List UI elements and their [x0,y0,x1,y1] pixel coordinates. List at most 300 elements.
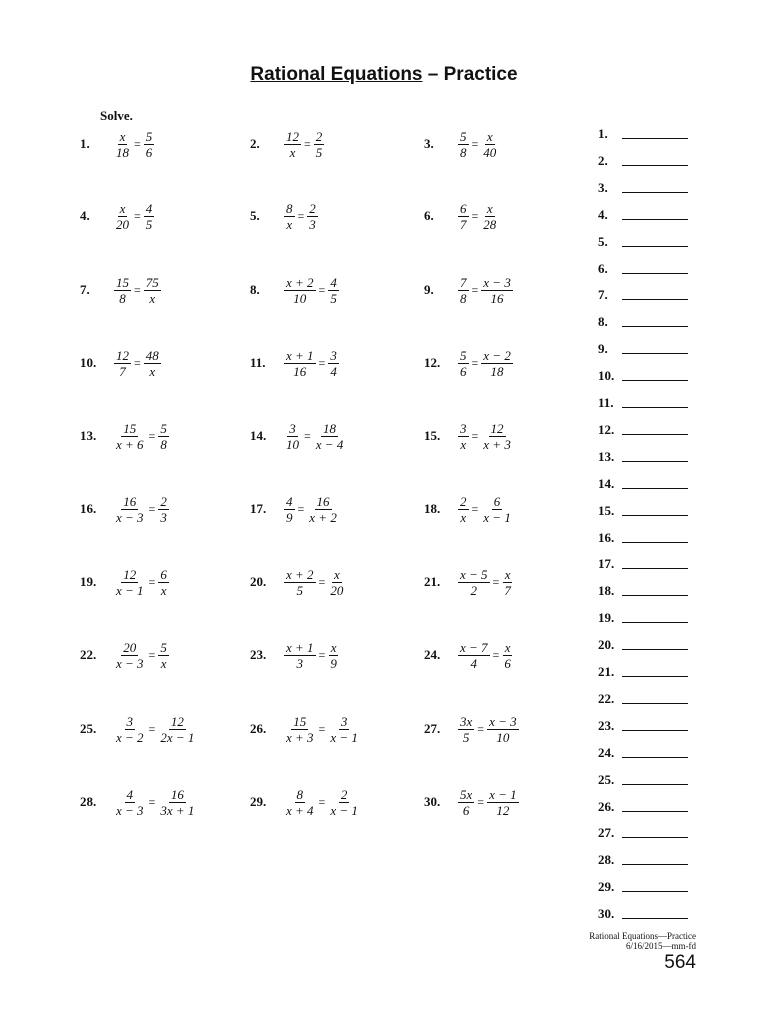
left-fraction [284,640,316,671]
numerator: 7 [460,274,467,290]
left-fraction [284,129,301,160]
right-fraction [314,421,346,452]
denominator: 18 [116,144,129,160]
numerator: 2 [309,200,316,216]
denominator: x [160,655,167,671]
answer-blank[interactable] [598,503,688,519]
equals-sign: = [477,721,485,736]
answer-line[interactable] [622,783,688,785]
problem [80,709,196,749]
answer-blank[interactable] [598,745,688,761]
answer-number: 21. [598,664,615,679]
problem-number: 7. [80,282,90,297]
equals-sign: = [134,136,141,151]
left-fraction [458,275,469,306]
answer-line[interactable] [622,702,688,704]
equals-sign: = [148,428,156,443]
denominator: 28 [483,216,497,232]
denominator: 6 [460,363,467,379]
equals-sign: = [134,282,141,297]
answer-blank[interactable] [598,314,688,330]
equation [284,640,339,671]
answer-number: 30. [598,906,615,922]
answer-line[interactable] [622,164,688,166]
left-fraction [114,201,131,232]
answer-blank[interactable] [598,718,688,734]
equation [458,129,498,160]
title-rest: – Practice [422,64,518,85]
numerator: x [486,200,493,216]
left-fraction [284,348,316,379]
equals-sign: = [471,428,479,443]
denominator: 5 [315,144,323,160]
answer-blank[interactable] [598,825,688,841]
denominator: x + 3 [286,729,314,745]
numerator: x [119,128,126,144]
equation [114,421,169,452]
denominator: 2x − 1 [160,729,195,745]
answer-line[interactable] [622,890,688,892]
equation [458,494,513,525]
equation [458,640,513,671]
denominator: 10 [293,290,307,306]
denominator: 5 [462,729,470,745]
denominator: 3x + 1 [160,802,195,818]
right-fraction [481,421,513,452]
answer-line[interactable] [622,352,688,354]
numerator: 6 [160,566,167,582]
equals-sign: = [492,647,500,662]
numerator: 16 [170,786,184,802]
problem-number: 6. [424,208,434,223]
denominator: x − 4 [315,436,344,452]
answer-blank[interactable] [598,422,688,438]
problem-number: 28. [80,794,97,809]
answer-line[interactable] [622,756,688,758]
denominator: 12 [496,802,510,818]
page-number: 564 [664,952,696,973]
numerator: x − 3 [483,274,511,290]
numerator: x [119,200,126,216]
left-fraction [284,421,301,452]
equals-sign: = [318,794,326,809]
left-fraction [458,494,469,525]
equals-sign: = [318,721,326,736]
left-fraction [114,275,131,306]
equals-sign: = [318,574,326,589]
answer-number: 12. [598,421,615,437]
denominator: x − 1 [483,509,511,525]
left-fraction [114,714,146,745]
numerator: 48 [145,347,159,363]
numerator: 2 [315,128,323,144]
left-fraction [458,348,469,379]
denominator: 7 [504,582,511,598]
numerator: 4 [286,493,293,509]
answer-line[interactable] [622,836,688,838]
numerator: x − 7 [460,639,488,655]
answer-line[interactable] [622,567,688,569]
right-fraction [481,129,498,160]
problem [424,709,519,749]
left-fraction [114,567,146,598]
answer-blank[interactable] [598,530,688,546]
problem [80,782,196,822]
right-fraction [328,640,339,671]
equals-sign: = [148,721,156,736]
right-fraction [487,714,519,745]
answer-blank[interactable] [598,126,688,142]
left-fraction [458,787,474,818]
problem [250,196,318,236]
numerator: x [330,639,337,655]
answer-blank[interactable] [598,153,688,169]
answer-line[interactable] [622,245,688,247]
answer-number: 15. [598,502,615,518]
equals-sign: = [304,428,311,443]
right-fraction [307,494,339,525]
answer-line[interactable] [622,541,688,543]
numerator: 3 [330,347,337,363]
problem [80,124,154,164]
denominator: 9 [286,509,293,525]
problem [250,782,360,822]
denominator: x − 1 [330,802,358,818]
equals-sign: = [471,282,479,297]
denominator: 20 [116,216,129,232]
numerator: 15 [123,420,137,436]
answer-number: 22. [598,690,615,706]
problem-number: 27. [424,721,441,736]
answer-number: 23. [598,717,615,733]
equation [114,494,169,525]
answer-number: 25. [598,771,615,787]
answer-number: 24. [598,744,615,760]
equation [458,787,519,818]
numerator: 5 [160,639,167,655]
answer-number: 16. [598,529,615,545]
denominator: x − 1 [116,582,144,598]
answer-blank[interactable] [598,610,688,626]
problem-number: 29. [250,794,267,809]
equals-sign: = [148,501,156,516]
answer-blank[interactable] [598,664,688,680]
answer-number: 18. [598,583,615,599]
denominator: 16 [490,290,504,306]
equals-sign: = [134,208,141,223]
equation [114,714,196,745]
numerator: 15 [293,713,307,729]
right-fraction [328,348,339,379]
numerator: x [504,639,511,655]
problem [80,270,161,310]
answer-line[interactable] [622,729,688,731]
numerator: 3 [340,713,348,729]
answer-line[interactable] [622,621,688,623]
answer-number: 13. [598,448,615,464]
problem-number: 8. [250,282,260,297]
denominator: 10 [496,729,510,745]
denominator: x [289,144,296,160]
denominator: x − 1 [330,729,358,745]
numerator: 75 [145,274,159,290]
answer-line[interactable] [622,487,688,489]
equation [458,567,513,598]
numerator: 2 [460,493,467,509]
problem-number: 30. [424,794,441,809]
left-fraction [458,640,490,671]
answer-line[interactable] [622,191,688,193]
numerator: 15 [116,274,129,290]
right-fraction [481,201,498,232]
right-fraction [481,494,513,525]
denominator: x − 3 [116,509,144,525]
answer-blank[interactable] [598,583,688,599]
equation [458,201,498,232]
answer-number: 26. [598,798,615,814]
answer-blank[interactable] [598,556,688,572]
problem [424,782,519,822]
left-fraction [284,201,295,232]
left-fraction [284,275,316,306]
equals-sign: = [477,794,485,809]
equation [458,275,513,306]
denominator: 8 [460,144,467,160]
answer-blank[interactable] [598,207,688,223]
right-fraction [328,567,345,598]
answer-line[interactable] [622,298,688,300]
equation [284,421,345,452]
equals-sign: = [148,574,156,589]
answer-line[interactable] [622,460,688,462]
numerator: 5 [145,128,153,144]
right-fraction [487,787,519,818]
answer-line[interactable] [622,810,688,812]
left-fraction [114,494,146,525]
answer-line[interactable] [622,272,688,274]
equation [458,714,519,745]
answer-blank[interactable] [598,234,688,250]
right-fraction [158,714,196,745]
instruction: Solve. [100,108,133,123]
denominator: x + 4 [286,802,314,818]
answer-blank[interactable] [598,287,688,303]
answer-line[interactable] [622,594,688,596]
denominator: x [149,290,156,306]
equals-sign: = [148,647,156,662]
problem-number: 3. [424,136,434,151]
denominator: 5 [296,582,304,598]
denominator: 6 [145,144,153,160]
problem-number: 18. [424,501,441,516]
problem [80,562,169,602]
equals-sign: = [304,136,311,151]
answer-number: 20. [598,637,615,653]
answer-number: 2. [598,152,608,168]
answer-blank[interactable] [598,879,688,895]
answer-blank[interactable] [598,476,688,492]
numerator: 5 [160,420,167,436]
denominator: 6 [462,802,470,818]
numerator: x + 1 [286,347,314,363]
denominator: 8 [119,290,126,306]
numerator: 5 [460,347,467,363]
answer-blank[interactable] [598,691,688,707]
answer-line[interactable] [622,648,688,650]
problem-number: 22. [80,647,97,662]
answer-blank[interactable] [598,368,688,384]
denominator: 40 [483,144,497,160]
page-title [0,64,768,86]
right-fraction [144,348,161,379]
answer-blank[interactable] [598,852,688,868]
numerator: 12 [116,347,129,363]
denominator: 3 [296,655,304,671]
equation [458,421,513,452]
numerator: 4 [145,200,153,216]
answer-line[interactable] [622,325,688,327]
left-fraction [458,567,490,598]
title-underlined: Rational Equations [250,64,423,85]
answer-number: 11. [598,395,614,410]
answer-number: 10. [598,368,615,384]
left-fraction [458,714,474,745]
denominator: 20 [330,582,344,598]
problem [250,270,339,310]
equals-sign: = [318,355,326,370]
equals-sign: = [471,501,479,516]
problem [424,343,513,383]
denominator: x − 2 [116,729,144,745]
equation [114,787,196,818]
answer-line[interactable] [622,433,688,435]
denominator: 18 [490,363,504,379]
answer-line[interactable] [622,379,688,381]
right-fraction [158,494,169,525]
right-fraction [328,787,360,818]
answer-line[interactable] [622,406,688,408]
denominator: 6 [504,655,511,671]
left-fraction [114,129,131,160]
answer-number: 7. [598,287,608,303]
numerator: 2 [340,786,348,802]
problem [80,635,169,675]
problem-number: 16. [80,501,97,516]
right-fraction [144,201,155,232]
equation [114,129,154,160]
answer-blank[interactable] [598,261,688,277]
problem-number: 23. [250,647,267,662]
answer-number: 29. [598,879,615,895]
equals-sign: = [492,574,500,589]
problem [424,562,513,602]
left-fraction [458,201,469,232]
answer-number: 6. [598,260,608,276]
left-fraction [284,787,316,818]
left-fraction [284,567,316,598]
answer-number: 3. [598,179,608,195]
equals-sign: = [318,647,326,662]
problem-number: 2. [250,136,260,151]
answer-blank[interactable] [598,772,688,788]
answer-line[interactable] [622,218,688,220]
equation [114,348,161,379]
equals-sign: = [318,282,326,297]
numerator: 6 [460,200,467,216]
denominator: 5 [145,216,153,232]
answer-blank[interactable] [598,906,688,922]
equation [284,494,339,525]
numerator: 12 [123,566,137,582]
denominator: 8 [160,436,167,452]
right-fraction [158,787,196,818]
problem [250,343,339,383]
denominator: x [149,363,156,379]
left-fraction [284,714,316,745]
equation [458,348,513,379]
problem-number: 25. [80,721,97,736]
numerator: 18 [323,420,337,436]
answer-line[interactable] [622,137,688,139]
numerator: x − 3 [489,713,517,729]
numerator: x + 1 [286,639,314,655]
problem-number: 26. [250,721,267,736]
answer-blank[interactable] [598,180,688,196]
right-fraction [502,567,513,598]
problem [250,124,324,164]
footer [589,931,696,951]
answer-number: 1. [598,126,608,141]
problem-number: 9. [424,282,434,297]
answer-line[interactable] [622,863,688,865]
equals-sign: = [148,794,156,809]
problem-number: 10. [80,355,97,370]
denominator: x + 2 [309,509,337,525]
denominator: x [160,582,167,598]
right-fraction [502,640,513,671]
equation [114,201,154,232]
problem [250,416,345,456]
answer-blank[interactable] [598,395,688,411]
denominator: x [460,509,467,525]
equals-sign: = [471,208,479,223]
answer-blank[interactable] [598,637,688,653]
problem [424,196,498,236]
answer-line[interactable] [622,514,688,516]
answer-blank[interactable] [598,449,688,465]
numerator: 12 [490,420,504,436]
denominator: 8 [460,290,467,306]
answer-line[interactable] [622,675,688,677]
answer-blank[interactable] [598,341,688,357]
numerator: 6 [493,493,501,509]
right-fraction [481,275,513,306]
equation [114,275,161,306]
denominator: 9 [330,655,337,671]
footer-date: 6/16/2015—mm-fd [626,941,696,951]
problem-number: 19. [80,574,97,589]
problem-number: 11. [250,355,266,370]
equals-sign: = [134,355,141,370]
answer-blank[interactable] [598,799,688,815]
footer-title: Rational Equations—Practice [589,931,696,941]
numerator: 12 [286,128,299,144]
answer-number: 17. [598,556,615,572]
left-fraction [114,348,131,379]
answer-line[interactable] [622,917,688,919]
numerator: x [333,566,340,582]
equation [284,348,339,379]
